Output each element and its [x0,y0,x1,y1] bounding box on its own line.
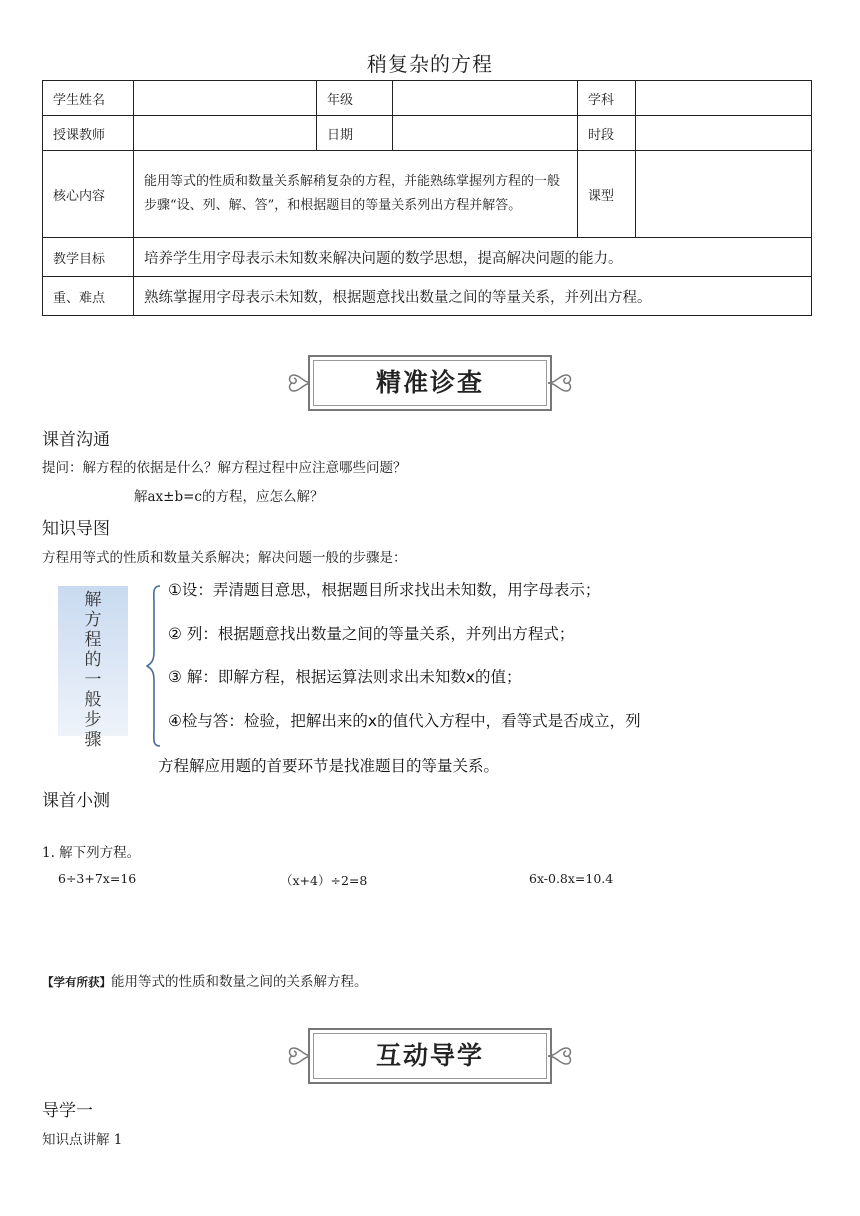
key-text: 熟练掌握用字母表示未知数，根据题意找出数量之间的等量关系，并列出方程。 [134,277,812,316]
question-text: 提问：解方程的依据是什么？解方程过程中应注意哪些问题？ [42,460,407,476]
goal-text: 培养学生用字母表示未知数来解决问题的数学思想，提高解决问题的能力。 [134,238,812,277]
steps-label [58,590,128,750]
period-label: 时段 [578,116,636,151]
subject-field[interactable] [636,81,812,116]
info-table [42,80,812,316]
teacher-field[interactable] [134,116,317,151]
date-label: 日期 [317,116,393,151]
grade-field[interactable] [393,81,578,116]
knowledge-point-1: 知识点讲解 1 [42,1132,123,1148]
step-2: ② 列：根据题意找出数量之间的等量关系，并列出方程式； [168,625,575,643]
page-title: 稍复杂的方程 [367,52,493,76]
period-field[interactable] [636,116,812,151]
core-text: 能用等式的性质和数量关系解稍复杂的方程，并能熟练掌握列方程的一般步骤“设、列、解、答”，和根据题目的等量关系列出方程并解答。 [134,151,578,238]
step-4: ④检与答：检验，把解出来的x的值代入方程中，看等式是否成立，列 [168,712,641,730]
steps-label-box [58,586,128,750]
goal-label: 教学目标 [43,238,134,277]
student-name-field[interactable] [134,81,317,116]
teacher-label: 授课教师 [43,116,134,151]
banner-title: 精准诊查 [375,368,484,397]
step-note: 方程解应用题的首要环节是找准题目的等量关系。 [158,757,500,775]
grade-label: 年级 [317,81,393,116]
type-field[interactable] [636,151,812,238]
heading-guide-1: 导学一 [42,1101,93,1121]
sub-question-text: 解ax±b=c的方程，应怎么解？ [134,489,324,505]
gain-line [42,970,368,990]
gain-tag: 【学有所获】 [42,975,111,989]
heading-knowledge-map: 知识导图 [42,519,110,539]
banner-title: 互动导学 [375,1041,484,1070]
scroll-ornament-right-icon [546,361,574,405]
type-label: 课型 [578,151,636,238]
date-field[interactable] [393,116,578,151]
heading-quick-test: 课首小测 [42,791,110,811]
equation-2: （x+4）÷2=8 [280,873,368,888]
heading-opening-talk: 课首沟通 [42,430,110,450]
gain-text: 能用等式的性质和数量之间的关系解方程。 [111,974,368,990]
steps-label-text: 解 方 程 的 一 般 步 骤 [84,590,102,750]
core-label: 核心内容 [43,151,134,238]
test-item-1: 1. 解下列方程。 [42,845,141,861]
key-label: 重、难点 [43,277,134,316]
step-1: ①设：弄清题目意思，根据题目所求找出未知数，用字母表示； [168,581,601,599]
student-name-label: 学生姓名 [43,81,134,116]
banner-interactive [286,1022,574,1090]
subject-label: 学科 [578,81,636,116]
knowledge-intro: 方程用等式的性质和数量关系解决；解决问题一般的步骤是： [42,550,407,566]
brace-icon [146,584,162,748]
equation-1: 6÷3+7x=16 [58,871,137,886]
equation-3: 6x-0.8x=10.4 [529,871,614,886]
scroll-ornament-right-icon [546,1034,574,1078]
step-3: ③ 解：即解方程，根据运算法则求出未知数x的值； [168,668,522,686]
banner-diagnosis [286,349,574,417]
